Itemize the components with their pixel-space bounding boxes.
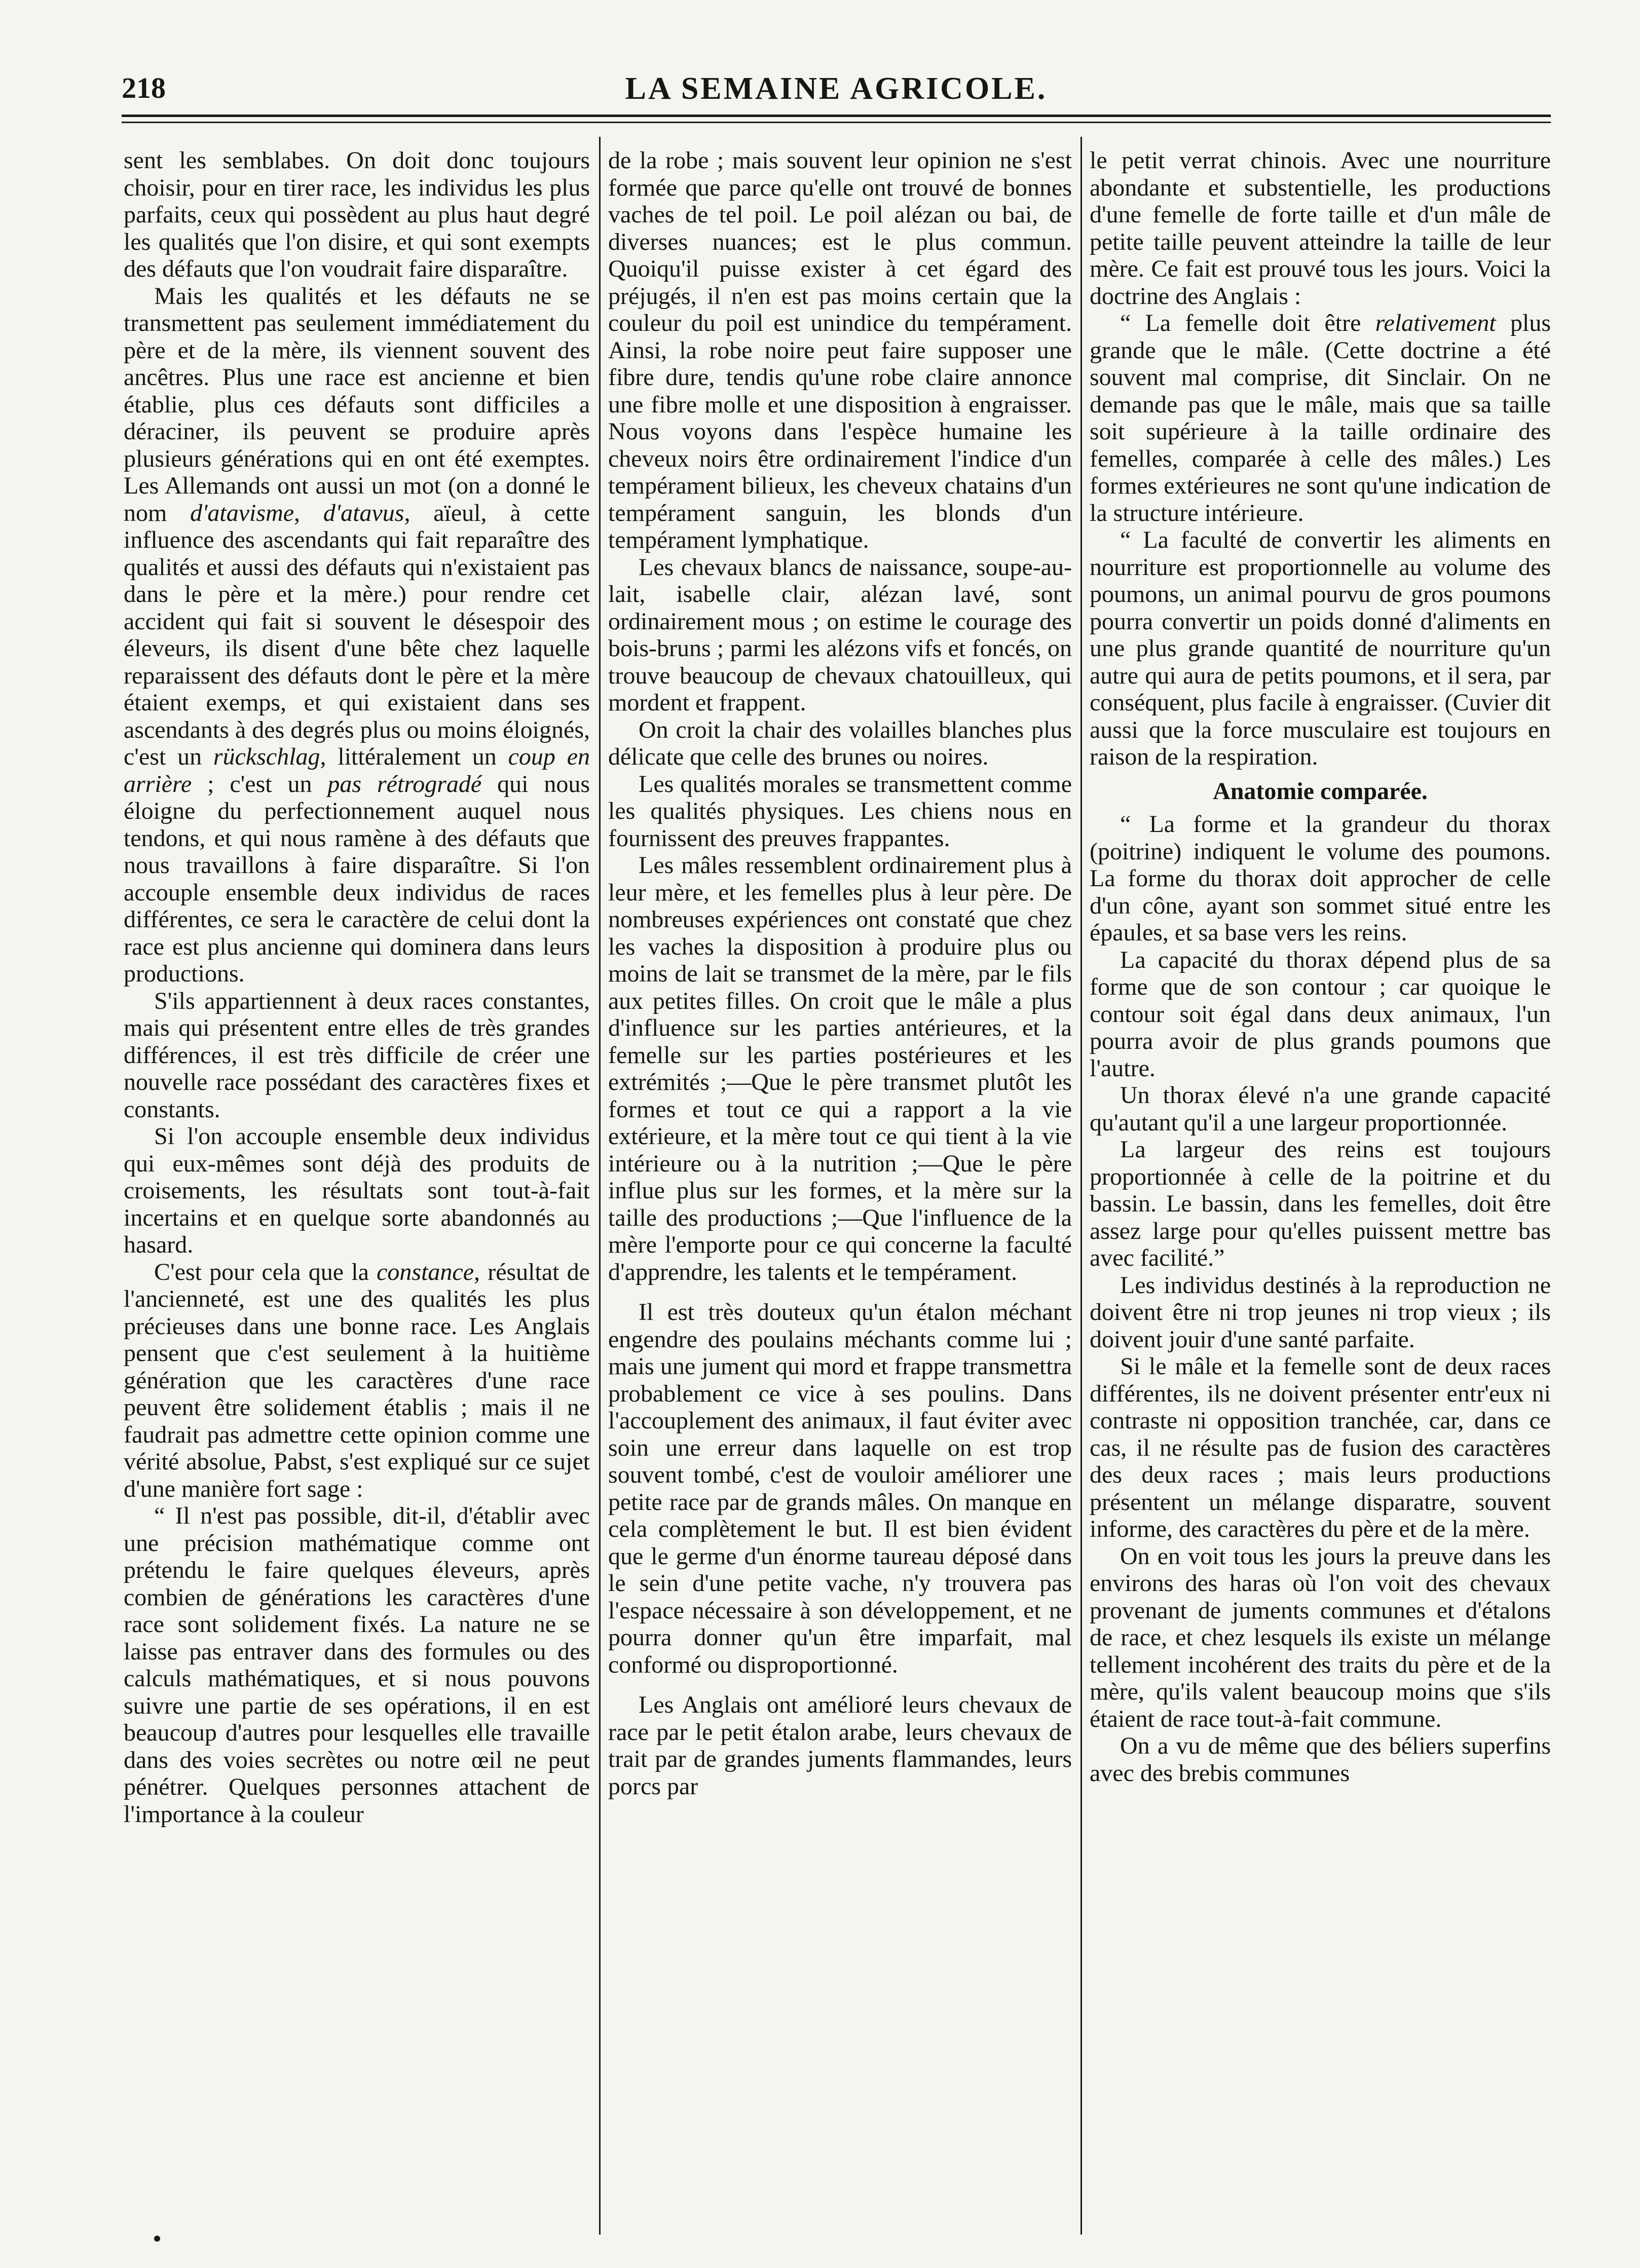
paragraph: Si l'on accouple ensemble deux individus qui eux-mêmes sont déjà des produits de croisements, les résultats sont tout-à-fait incertains et en quelque sorte abandonnés au hasard. <box>124 1123 590 1258</box>
paragraph: On a vu de même que des béliers superfins avec des brebis communes <box>1090 1732 1551 1787</box>
column-1 <box>124 147 590 2240</box>
column-divider-2 <box>1080 137 1082 2235</box>
header-rule-thick <box>122 115 1551 117</box>
paragraph: On croit la chair des volailles blanches plus délicate que celle des brunes ou noires. <box>608 716 1072 770</box>
paragraph: Les individus destinés à la reproduction ne doivent être ni trop jeunes ni trop vieux ; ils doivent jouir d'une santé parfaite. <box>1090 1271 1551 1353</box>
paragraph: Il est très douteux qu'un étalon méchant engendre des poulains méchants comme lui ; mais une jument qui mord et frappe transmettra probablement ce vice à ses poulins. Dans l'accouplement des animaux, il faut éviter avec soin une erreur dans laquelle on est trop souvent tombé, c'est de vouloir améliorer une petite race par de grands mâles. On manque en cela complètement le but. Il est bien évident que le germe d'un énorme taureau déposé dans le sein d'une petite vache, n'y trouvera pas l'espace nécessaire à son développement, et ne pourra donner qu'un être imparfait, mal conformé ou disproportionné. <box>608 1299 1072 1678</box>
page-header <box>122 71 1551 111</box>
paragraph: La largeur des reins est toujours proportionnée à celle de la poitrine et du bassin. Le bassin, dans les femelles, doit être assez large pour qu'elles puissent mettre bas avec facilité.” <box>1090 1136 1551 1271</box>
paragraph: Mais les qualités et les défauts ne se transmettent pas seulement immédiatement du père et de la mère, ils viennent souvent des ancêtres. Plus une race est ancienne et bien établie, plus ces défauts sont difficiles a déraciner, ils peuvent se produire après plusieurs générations qui en ont été exemptes. Les Allemands ont aussi un mot (on a donné le nom d'atavisme, d'atavus, aïeul, à cette influence des ascendants qui fait reparaître des qualités et aussi des défauts qui n'existaient pas dans le père et la mère.) pour rendre cet accident qui fait si souvent le désespoir des éleveurs, ils disent d'une bête chez laquelle reparaissent des défauts dont le père et la mère étaient exemps, et qui existaient dans ses ascendants à des degrés plus ou moins éloignés, c'est un rückschlag, littéralement un coup en arrière ; c'est un pas rétrogradé qui nous éloigne du perfectionnement auquel nous tendons, et qui nous ramène à des défauts que nous travaillons à faire disparaître. Si l'on accouple ensemble deux individus de races différentes, ce sera le caractère de celui dont la race est plus ancienne qui dominera dans leurs productions. <box>124 282 590 987</box>
paragraph: de la robe ; mais souvent leur opinion ne s'est formée que parce qu'elle ont trouvé de bonnes vaches de tel poil. Le poil alézan ou bai, de diverses nuances; est le plus commun. Quoiqu'il puisse exister à cet égard des préjugés, il n'en est pas moins certain que la couleur du poil est unindice du tempérament. Ainsi, la robe noire peut faire supposer une fibre dure, tendis qu'une robe claire annonce une fibre molle et une disposition à engraisser. Nous voyons dans l'espèce humaine les cheveux noirs être ordinairement l'indice d'un tempérament bilieux, les cheveux chatains d'un tempérament sanguin, les blonds d'un tempérament lymphatique. <box>608 147 1072 553</box>
paragraph: C'est pour cela que la constance, résultat de l'ancienneté, est une des qualités les plus précieuses dans une bonne race. Les Anglais pensent que c'est seulement à la huitième génération que les caractères d'une race peuvent être solidement établis ; mais il ne faudrait pas admettre cette opinion comme une vérité absolue, Pabst, s'est expliqué sur ce sujet d'une manière fort sage : <box>124 1258 590 1502</box>
paragraph: le petit verrat chinois. Avec une nourriture abondante et substentielle, les productions d'une femelle de forte taille et d'un mâle de petite taille peuvent atteindre la taille de leur mère. Ce fait est prouvé tous les jours. Voici la doctrine des Anglais : <box>1090 147 1551 310</box>
ink-dot <box>154 2236 160 2242</box>
paragraph: “ La femelle doit être relativement plus grande que le mâle. (Cette doctrine a été souvent mal comprise, dit Sinclair. On ne demande pas que le mâle, mais que sa taille soit supérieure à la taille ordinaire des femelles, comparée à celle des mâles.) Les formes extérieures ne sont qu'une indication de la structure intérieure. <box>1090 310 1551 526</box>
column-3 <box>1090 147 1551 2240</box>
paragraph: Les qualités morales se transmettent comme les qualités physiques. Les chiens nous en fournissent des preuves frappantes. <box>608 770 1072 852</box>
section-heading: Anatomie comparée. <box>1213 777 1428 805</box>
paragraph: On en voit tous les jours la preuve dans les environs des haras où l'on voit des chevaux provenant de juments communes et d'étalons de race, et chez lesquels ils existe un mélange tellement incohérent des traits du père et de la mère, qu'ils valent beaucoup moins que s'ils étaient de race tout-à-fait commune. <box>1090 1542 1551 1732</box>
paragraph: Un thorax élevé n'a une grande capacité qu'autant qu'il a une largeur proportionnée. <box>1090 1082 1551 1136</box>
journal-title: LA SEMAINE AGRICOLE. <box>625 71 1048 106</box>
page-number: 218 <box>122 71 166 104</box>
paragraph: sent les semblabes. On doit donc toujours choisir, pour en tirer race, les individus les plus parfaits, ceux qui possèdent au plus haut degré les qualités que l'on disire, et qui sont exempts des défauts que l'on voudrait faire disparaître. <box>124 147 590 282</box>
paragraph: S'ils appartiennent à deux races constantes, mais qui présentent entre elles de très grandes différences, il est très difficile de créer une nouvelle race possédant des caractères fixes et constants. <box>124 987 590 1123</box>
column-2 <box>608 147 1072 2240</box>
paragraph: Les chevaux blancs de naissance, soupe-au-lait, isabelle clair, alézan lavé, sont ordinairement mous ; on estime le courage des bois-bruns ; parmi les alézons vifs et foncés, on trouve beaucoup de chevaux chatouilleux, qui mordent et frappent. <box>608 553 1072 716</box>
paragraph: “ Il n'est pas possible, dit-il, d'établir avec une précision mathématique comme ont prétendu le faire quelques éleveurs, après combien de générations les caractères d'une race sont solidement fixés. La nature ne se laisse pas entraver dans des formules ou des calculs mathématiques, et si nous pouvons suivre une partie de ses opérations, il en est beaucoup d'autres pour lesquelles elle travaille dans des voies secrètes ou notre œil ne peut pénétrer. Quelques personnes attachent de l'importance à la couleur <box>124 1502 590 1828</box>
paragraph: Si le mâle et la femelle sont de deux races différentes, ils ne doivent présenter entr'eux ni contraste ni opposition tranchée, car, dans ce cas, il ne résulte pas de fusion des caractères des deux races ; mais leurs productions présentent un mélange disparatre, souvent informe, des caractères du père et de la mère. <box>1090 1353 1551 1542</box>
paragraph: “ La faculté de convertir les aliments en nourriture est proportionnelle au volume des poumons, un animal pourvu de gros poumons pourra convertir un poids donné d'aliments en une plus grande quantité de nourriture qu'un autre qui aura de petits poumons, et il sera, par conséquent, plus facile à engraisser. (Cuvier dit aussi que la force musculaire est toujours en raison de la respiration. <box>1090 526 1551 770</box>
paragraph: “ La forme et la grandeur du thorax (poitrine) indiquent le volume des poumons. La forme du thorax doit approcher de celle d'un cône, ayant son sommet situé entre les épaules, et sa base vers les reins. <box>1090 811 1551 946</box>
paragraph: Les Anglais ont amélioré leurs chevaux de race par le petit étalon arabe, leurs chevaux de trait par de grandes juments flammandes, leurs porcs par <box>608 1691 1072 1800</box>
header-rule-thin <box>122 122 1551 123</box>
column-divider-1 <box>599 137 601 2235</box>
paragraph: La capacité du thorax dépend plus de sa forme que de son contour ; car quoique le contour soit égal dans deux animaux, l'un pourra avoir de plus grands poumons que l'autre. <box>1090 946 1551 1082</box>
paragraph: Les mâles ressemblent ordinairement plus à leur mère, et les femelles plus à leur père. De nombreuses expériences ont constaté que chez les vaches la disposition à produire plus ou moins de lait se transmet de la mère, par le fils aux petites filles. On croit que le mâle a plus d'influence sur les parties antérieures, et la femelle sur les parties postérieures et les extrémités ;—Que le père transmet plutôt les formes et tout ce qui a rapport a la vie extérieure, et la mère tout ce qui tient à la vie intérieure ou à la nutrition ;—Que le père influe plus sur les formes, et la mère sur la taille des productions ;—Que l'influence de la mère l'emporte pour ce qui concerne la faculté d'apprendre, les talents et le tempérament. <box>608 852 1072 1286</box>
